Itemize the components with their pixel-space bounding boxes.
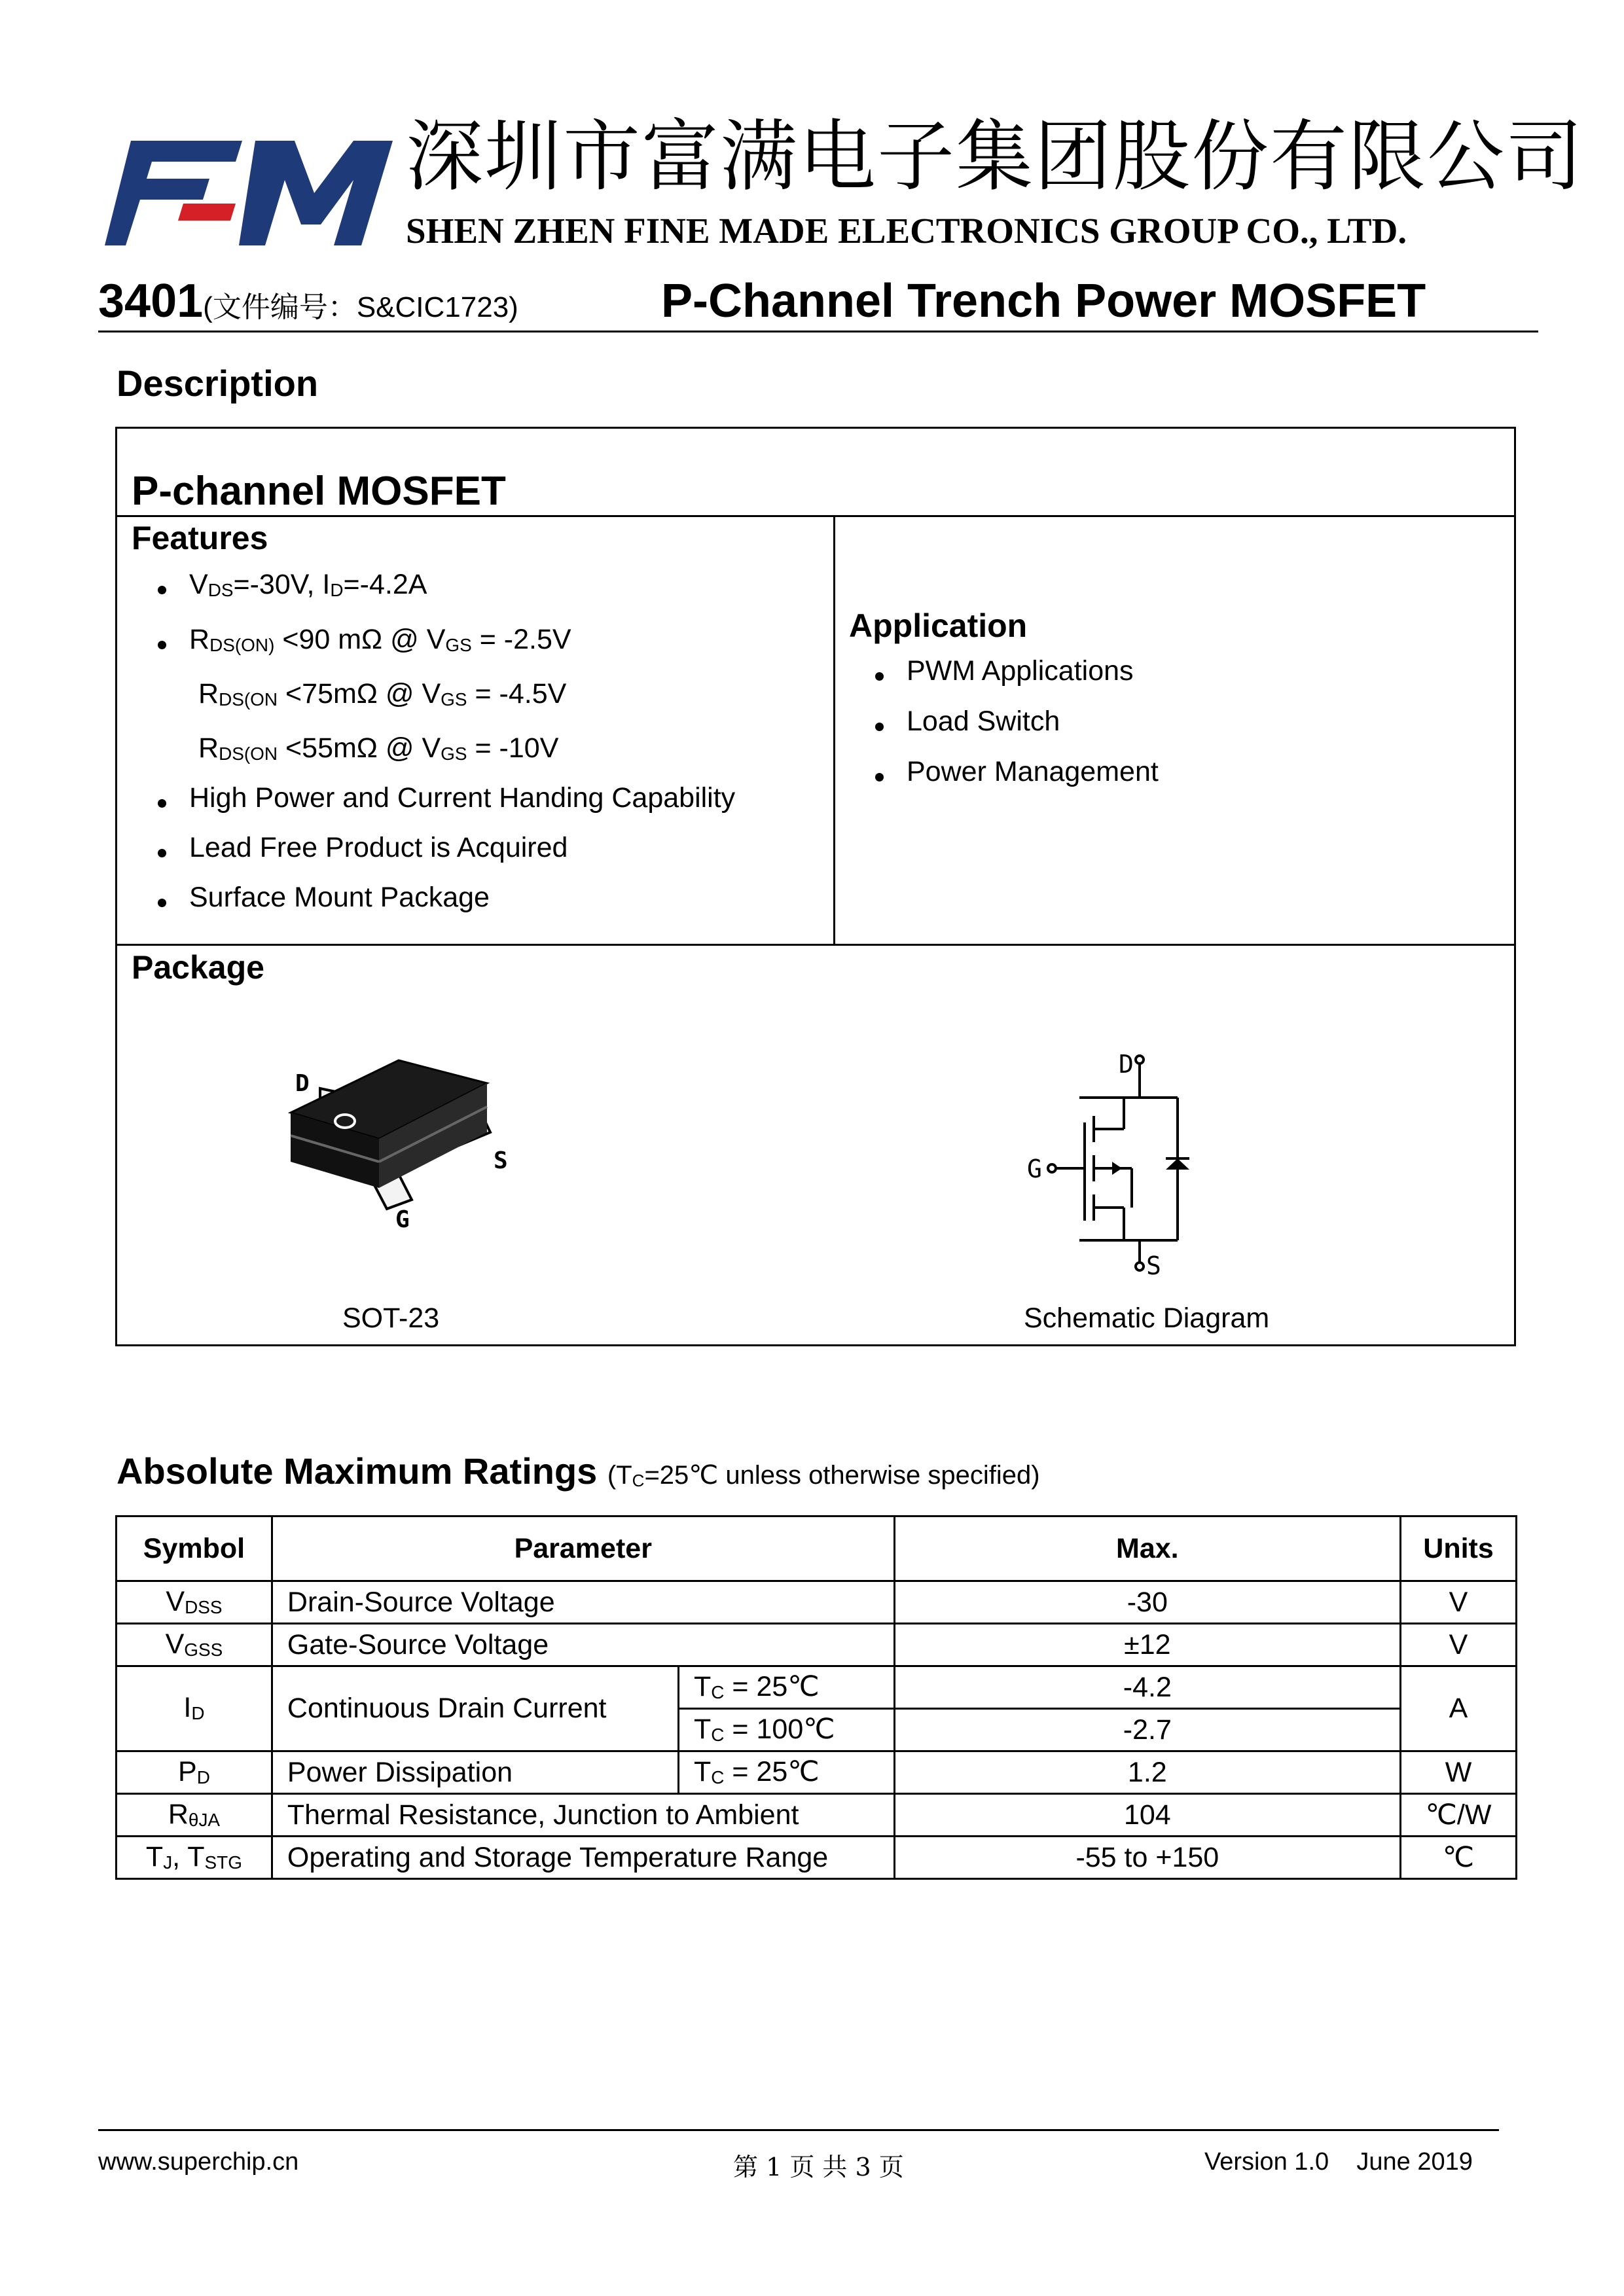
feature-item: Lead Free Product is Acquired <box>189 832 568 863</box>
ratings-heading: Absolute Maximum Ratings ($T_C=25℃$ unless otherwise specified) <box>117 1450 1040 1492</box>
table-row <box>117 1624 1517 1666</box>
bullet <box>875 672 884 681</box>
part-number: 3401(文件编号：S&CIC1723) <box>98 275 518 327</box>
pin-label-d: D <box>1119 1050 1134 1079</box>
feature-item: $R_{DS(ON} <75m\Omega$ @ $V_{GS} = -4.5V$ <box>198 678 567 710</box>
description-box <box>115 427 1516 1346</box>
unit-cell: ℃ <box>1401 1837 1517 1879</box>
feature-item: Surface Mount Package <box>189 882 490 913</box>
symbol-cell: $I_D$ <box>117 1666 272 1751</box>
application-item: Power Management <box>907 756 1159 787</box>
divider <box>117 515 1514 517</box>
bullet <box>875 773 884 781</box>
table-row <box>117 1837 1517 1879</box>
box-title: P-channel MOSFET <box>132 469 506 514</box>
parameter-cell: Continuous Drain Current <box>272 1666 678 1751</box>
table-header-row <box>117 1516 1517 1581</box>
package-heading: Package <box>132 949 264 986</box>
col-max: Max. <box>894 1516 1400 1581</box>
bullet <box>158 586 166 594</box>
symbol-cell: $R_{\theta JA}$ <box>117 1794 272 1837</box>
bullet <box>158 899 166 907</box>
symbol-cell: $T_J$, $T_{STG}$ <box>117 1837 272 1879</box>
divider <box>833 515 835 944</box>
unit-cell: ℃/W <box>1401 1794 1517 1837</box>
company-name-en: SHEN ZHEN FINE MADE ELECTRONICS GROUP CO., LTD. <box>406 211 1407 251</box>
application-heading: Application <box>849 607 1028 644</box>
schematic-caption: Schematic Diagram <box>1024 1302 1270 1334</box>
condition-cell: $T_C$ = 25℃ <box>679 1666 895 1709</box>
col-parameter: Parameter <box>272 1516 894 1581</box>
company-logo <box>105 141 393 245</box>
table-row <box>117 1666 1517 1709</box>
unit-cell: A <box>1401 1666 1517 1751</box>
condition-cell: $T_C$ = 100℃ <box>679 1709 895 1751</box>
pin-label-s: S <box>1146 1251 1161 1280</box>
table-row <box>117 1751 1517 1794</box>
table-row <box>117 1581 1517 1624</box>
sot23-package-illustration <box>274 1018 549 1234</box>
max-cell: ±12 <box>894 1624 1400 1666</box>
pin-label-g: G <box>1027 1155 1042 1183</box>
col-units: Units <box>1401 1516 1517 1581</box>
symbol-cell: $V_{GSS}$ <box>117 1624 272 1666</box>
pin-label-d: D <box>295 1070 310 1097</box>
parameter-cell: Drain-Source Voltage <box>272 1581 894 1624</box>
bullet <box>158 641 166 649</box>
col-symbol: Symbol <box>117 1516 272 1581</box>
parameter-cell: Power Dissipation <box>272 1751 678 1794</box>
symbol-cell: $P_D$ <box>117 1751 272 1794</box>
table-row <box>117 1794 1517 1837</box>
max-cell: -55 to +150 <box>894 1837 1400 1879</box>
bullet <box>158 799 166 808</box>
unit-cell: V <box>1401 1624 1517 1666</box>
max-cell: 104 <box>894 1794 1400 1837</box>
title-row <box>98 272 1525 331</box>
footer-page-number: 第 1 页 共 3 页 <box>733 2153 904 2181</box>
max-cell: 1.2 <box>894 1751 1400 1794</box>
max-cell: -2.7 <box>894 1709 1400 1751</box>
parameter-cell: Gate-Source Voltage <box>272 1624 894 1666</box>
feature-item: $R_{DS(ON} <55m\Omega$ @ $V_{GS} = -10V$ <box>198 732 559 764</box>
footer-version: Version 1.0 June 2019 <box>1204 2148 1473 2176</box>
unit-cell: W <box>1401 1751 1517 1794</box>
divider <box>117 944 1514 946</box>
pin-label-g: G <box>395 1206 410 1233</box>
max-cell: -4.2 <box>894 1666 1400 1709</box>
title-rule <box>98 331 1538 332</box>
application-item: PWM Applications <box>907 655 1134 687</box>
feature-item: $V_{DS}=-30V$, $I_D=-4.2A$ <box>189 569 427 601</box>
unit-cell: V <box>1401 1581 1517 1624</box>
footer-rule <box>98 2129 1499 2131</box>
ratings-table <box>115 1515 1517 1880</box>
ratings-note: ($T_C=25℃$ unless otherwise specified) <box>607 1461 1040 1490</box>
mosfet-schematic-symbol <box>1027 1044 1243 1280</box>
description-heading: Description <box>117 363 319 404</box>
feature-item: High Power and Current Handing Capability <box>189 782 736 814</box>
footer-website: www.superchip.cn <box>98 2148 299 2176</box>
parameter-cell: Operating and Storage Temperature Range <box>272 1837 894 1879</box>
symbol-cell: $V_{DSS}$ <box>117 1581 272 1624</box>
doc-number: (文件编号：S&CIC1723) <box>203 291 518 323</box>
bullet <box>158 849 166 857</box>
company-name-cn: 深圳市富满电子集团股份有限公司 <box>406 111 1585 202</box>
features-heading: Features <box>132 520 268 556</box>
condition-cell: $T_C$ = 25℃ <box>679 1751 895 1794</box>
feature-item: $R_{DS(ON)} <90$ mΩ @ $V_{GS} = -2.5V$ <box>189 624 571 656</box>
parameter-cell: Thermal Resistance, Junction to Ambient <box>272 1794 894 1837</box>
pin-label-s: S <box>494 1147 508 1174</box>
bullet <box>875 723 884 731</box>
doc-title: P-Channel Trench Power MOSFET <box>661 275 1426 327</box>
max-cell: -30 <box>894 1581 1400 1624</box>
application-item: Load Switch <box>907 706 1060 737</box>
package-caption: SOT-23 <box>342 1302 440 1334</box>
